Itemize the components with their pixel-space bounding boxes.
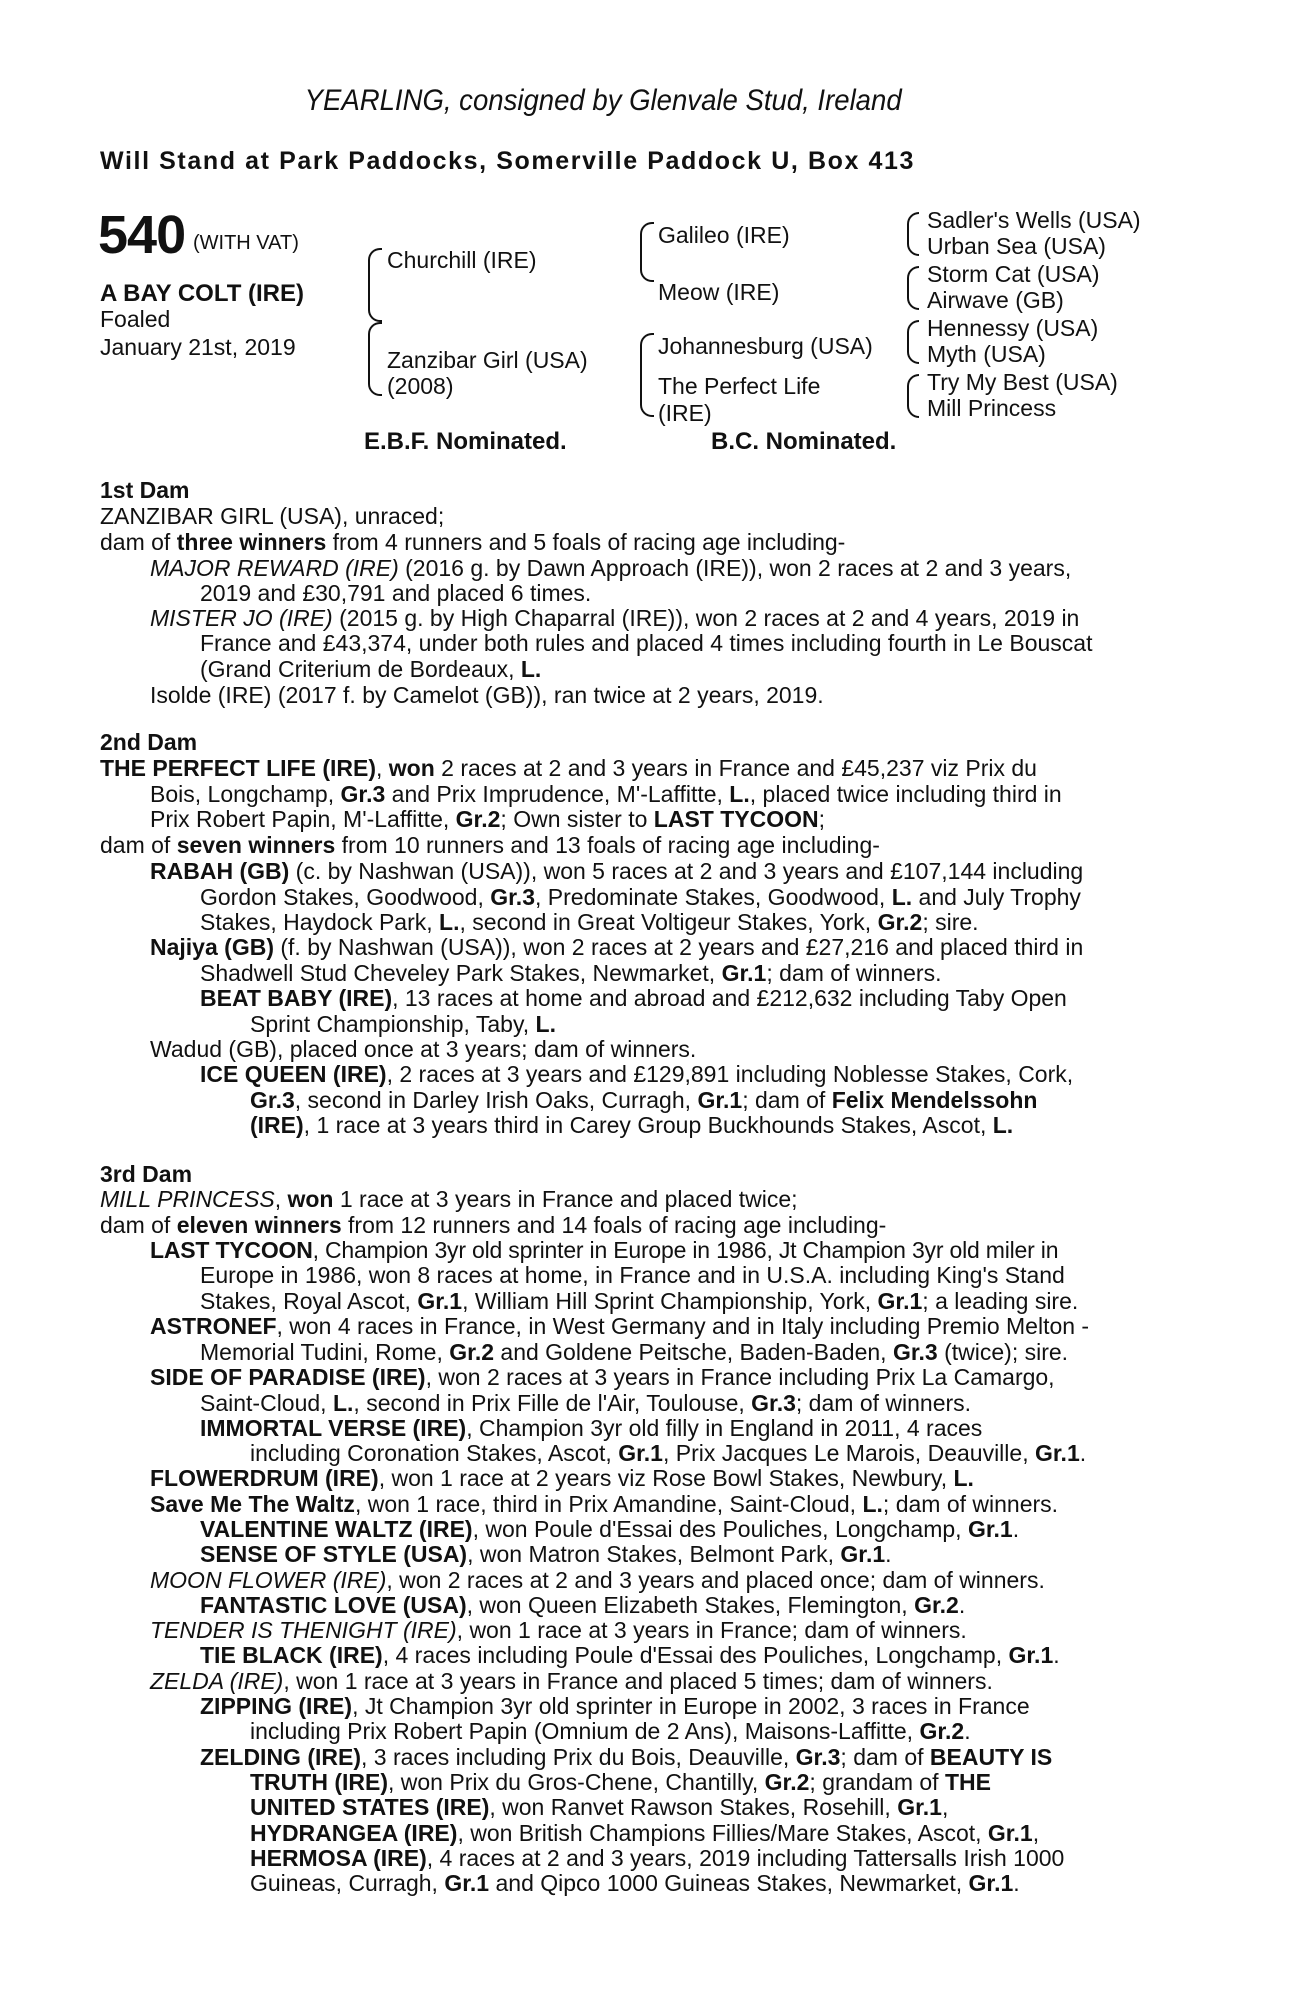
dam3-line: UNITED STATES (IRE), won Ranvet Rawson Stakes, Rosehill, Gr.1, (250, 1794, 949, 1820)
stand-location: Will Stand at Park Paddocks, Somerville Paddock U, Box 413 (100, 147, 916, 175)
pedigree-sds: Storm Cat (USA) (927, 261, 1100, 287)
dam2-line: (IRE), 1 race at 3 years third in Carey Group Buckhounds Stakes, Ascot, L. (250, 1112, 1014, 1138)
dam3-line: TRUTH (IRE), won Prix du Gros-Chene, Chantilly, Gr.2; grandam of THE (250, 1769, 991, 1795)
foaled-date: January 21st, 2019 (100, 334, 296, 360)
dam2-line: Sprint Championship, Taby, L. (250, 1011, 556, 1037)
dam1-line: 2019 and £30,791 and placed 6 times. (200, 580, 592, 606)
pedigree-dam: Zanzibar Girl (USA) (387, 347, 588, 373)
vat-label: (WITH VAT) (193, 232, 299, 254)
dam3-line: IMMORTAL VERSE (IRE), Champion 3yr old filly in England in 2011, 4 races (200, 1415, 983, 1441)
ebf-nominated: E.B.F. Nominated. (364, 428, 567, 455)
pedigree-sire-dam: Meow (IRE) (658, 279, 780, 305)
pedigree-sss: Sadler's Wells (USA) (927, 207, 1141, 233)
dam2-line: Stakes, Haydock Park, L., second in Great Voltigeur Stakes, York, Gr.2; sire. (200, 909, 979, 935)
pedigree-dds: Try My Best (USA) (927, 369, 1118, 395)
dam3-line: ZELDA (IRE), won 1 race at 3 years in France and placed 5 times; dam of winners. (150, 1668, 993, 1694)
dam2-line: Prix Robert Papin, M'-Laffitte, Gr.2; Own sister to LAST TYCOON; (150, 806, 826, 832)
dam3-line: Europe in 1986, won 8 races at home, in France and in U.S.A. including King's Stand (200, 1262, 1065, 1288)
pedigree-brace (907, 320, 919, 364)
pedigree-dam-year: (2008) (387, 373, 454, 399)
dam2-line: Gr.3, second in Darley Irish Oaks, Curragh, Gr.1; dam of Felix Mendelssohn (250, 1087, 1038, 1113)
dam2-line: Bois, Longchamp, Gr.3 and Prix Imprudence, M'-Laffitte, L., placed twice including third in (150, 781, 1062, 807)
pedigree-brace (640, 333, 654, 417)
dam3-line: MILL PRINCESS, won 1 race at 3 years in France and placed twice; (100, 1186, 798, 1212)
pedigree-brace (907, 266, 919, 310)
pedigree-brace (368, 248, 382, 322)
dam3-line: VALENTINE WALTZ (IRE), won Poule d'Essai des Pouliches, Longchamp, Gr.1. (200, 1516, 1020, 1542)
dam3-line: Stakes, Royal Ascot, Gr.1, William Hill Sprint Championship, York, Gr.1; a leading sire. (200, 1288, 1079, 1314)
dam3-line: LAST TYCOON, Champion 3yr old sprinter in Europe in 1986, Jt Champion 3yr old miler in (150, 1237, 1059, 1263)
dam1-line: MAJOR REWARD (IRE) (2016 g. by Dawn Approach (IRE)), won 2 races at 2 and 3 years, (150, 555, 1072, 581)
dam1-line: MISTER JO (IRE) (2015 g. by High Chaparral (IRE)), won 2 races at 2 and 4 years, 2019 in (150, 605, 1080, 631)
dam3-line: ASTRONEF, won 4 races in France, in West Germany and in Italy including Premio Melton - (150, 1313, 1090, 1339)
lot-number: 540 (98, 205, 186, 265)
pedigree-brace (907, 212, 919, 256)
dam3-line: Save Me The Waltz, won 1 race, third in Prix Amandine, Saint-Cloud, L.; dam of winners. (150, 1491, 1059, 1517)
third-dam-heading: 3rd Dam (100, 1161, 193, 1187)
dam1-line: (Grand Criterium de Bordeaux, L. (200, 656, 542, 682)
dam2-line: ICE QUEEN (IRE), 2 races at 3 years and £129,891 including Noblesse Stakes, Cork, (200, 1061, 1074, 1087)
dam2-line: Gordon Stakes, Goodwood, Gr.3, Predominate Stakes, Goodwood, L. and July Trophy (200, 884, 1081, 910)
pedigree-dsd: Myth (USA) (927, 341, 1046, 367)
dam3-line: including Prix Robert Papin (Omnium de 2 Ans), Maisons-Laffitte, Gr.2. (250, 1718, 971, 1744)
dam3-line: Saint-Cloud, L., second in Prix Fille de l'Air, Toulouse, Gr.3; dam of winners. (200, 1390, 972, 1416)
dam3-line: ZELDING (IRE), 3 races including Prix du Bois, Deauville, Gr.3; dam of BEAUTY IS (200, 1744, 1053, 1770)
page-header-title: YEARLING, consigned by Glenvale Stud, Ireland (304, 84, 902, 117)
dam2-line: BEAT BABY (IRE), 13 races at home and abroad and £212,632 including Taby Open (200, 985, 1067, 1011)
dam3-line: TIE BLACK (IRE), 4 races including Poule d'Essai des Pouliches, Longchamp, Gr.1. (200, 1642, 1060, 1668)
pedigree-ddd: Mill Princess (927, 395, 1057, 421)
dam2-line: Najiya (GB) (f. by Nashwan (USA)), won 2 races at 2 years and £27,216 and placed third in (150, 934, 1084, 960)
pedigree-brace (368, 322, 382, 396)
pedigree-dam-sire: Johannesburg (USA) (658, 333, 873, 359)
dam2-line: Shadwell Stud Cheveley Park Stakes, Newmarket, Gr.1; dam of winners. (200, 960, 942, 986)
pedigree-sire: Churchill (IRE) (387, 247, 537, 273)
horse-description: A BAY COLT (IRE) (100, 280, 305, 307)
first-dam-heading: 1st Dam (100, 477, 190, 503)
dam1-line: ZANZIBAR GIRL (USA), unraced; (100, 503, 445, 529)
pedigree-brace (640, 222, 654, 282)
bc-nominated: B.C. Nominated. (711, 428, 897, 455)
dam3-line: ZIPPING (IRE), Jt Champion 3yr old sprinter in Europe in 2002, 3 races in France (200, 1693, 1030, 1719)
dam3-line: SIDE OF PARADISE (IRE), won 2 races at 3 years in France including Prix La Camargo, (150, 1364, 1055, 1390)
dam3-line: dam of eleven winners from 12 runners and 14 foals of racing age including- (100, 1212, 887, 1238)
pedigree-sire-sire: Galileo (IRE) (658, 222, 790, 248)
dam3-line: SENSE OF STYLE (USA), won Matron Stakes, Belmont Park, Gr.1. (200, 1541, 892, 1567)
dam3-line: TENDER IS THENIGHT (IRE), won 1 race at 3 years in France; dam of winners. (150, 1617, 967, 1643)
pedigree-brace (907, 374, 919, 418)
dam1-line: France and £43,374, under both rules and placed 4 times including fourth in Le Bouscat (200, 630, 1093, 656)
dam2-line: dam of seven winners from 10 runners and 13 foals of racing age including- (100, 832, 880, 858)
dam3-line: including Coronation Stakes, Ascot, Gr.1, Prix Jacques Le Marois, Deauville, Gr.1. (250, 1440, 1087, 1466)
dam2-line: RABAH (GB) (c. by Nashwan (USA)), won 5 races at 2 and 3 years and £107,144 including (150, 858, 1084, 884)
dam3-line: FLOWERDRUM (IRE), won 1 race at 2 years viz Rose Bowl Stakes, Newbury, L. (150, 1465, 974, 1491)
dam2-line: THE PERFECT LIFE (IRE), won 2 races at 2 and 3 years in France and £45,237 viz Prix du (100, 755, 1037, 781)
pedigree-sdd: Airwave (GB) (927, 287, 1064, 313)
foaled-label: Foaled (100, 306, 171, 332)
dam3-line: FANTASTIC LOVE (USA), won Queen Elizabeth Stakes, Flemington, Gr.2. (200, 1592, 966, 1618)
pedigree-dss: Hennessy (USA) (927, 315, 1099, 341)
dam3-line: HERMOSA (IRE), 4 races at 2 and 3 years, 2019 including Tattersalls Irish 1000 (250, 1845, 1065, 1871)
second-dam-heading: 2nd Dam (100, 729, 198, 755)
dam2-line: Wadud (GB), placed once at 3 years; dam of winners. (150, 1036, 697, 1062)
pedigree-ssd: Urban Sea (USA) (927, 233, 1106, 259)
pedigree-dam-dam: The Perfect Life (658, 373, 821, 399)
dam3-line: Memorial Tudini, Rome, Gr.2 and Goldene Peitsche, Baden-Baden, Gr.3 (twice); sire. (200, 1339, 1069, 1365)
dam3-line: HYDRANGEA (IRE), won British Champions Fillies/Mare Stakes, Ascot, Gr.1, (250, 1820, 1040, 1846)
dam1-line: Isolde (IRE) (2017 f. by Camelot (GB)), ran twice at 2 years, 2019. (150, 682, 824, 708)
dam3-line: Guineas, Curragh, Gr.1 and Qipco 1000 Guineas Stakes, Newmarket, Gr.1. (250, 1870, 1020, 1896)
pedigree-dam-dam-origin: (IRE) (658, 400, 712, 426)
dam1-line: dam of three winners from 4 runners and 5 foals of racing age including- (100, 529, 846, 555)
dam3-line: MOON FLOWER (IRE), won 2 races at 2 and 3 years and placed once; dam of winners. (150, 1567, 1045, 1593)
